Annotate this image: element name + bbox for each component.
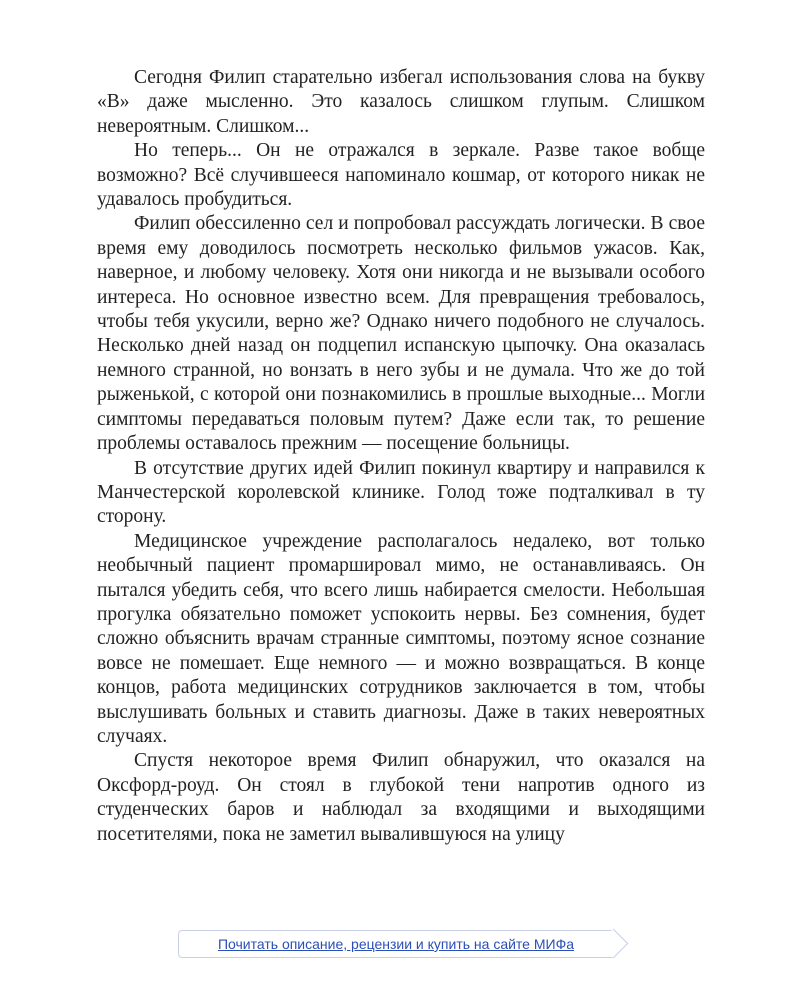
paragraph-5: Медицинское учреждение располагалось недалеко, вот только необычный пациент промаршировал мимо, не останавливаясь. Он пытался убедить себя, что всего лишь набирается смелости. Небольшая прогулка обязательно поможет успокоить нервы. Без сомнения, будет сложно объяснить врачам странные симптомы, поэтому ясное сознание вовсе не помешает. Еще немного — и можно возвращаться. В конце концов, работа медицинских сотрудников заключается в том, чтобы выслушивать больных и ставить диагнозы. Даже в таких невероятных случаях. [97, 530, 705, 747]
paragraph-6: Спустя некоторое время Филип обнаружил, что оказался на Оксфорд-роуд. Он стоял в глубокой тени напротив одного из студенческих баров и наблюдал за входящими и выходящими посетителями, пока не заметил вывалившуюся на улицу [97, 750, 705, 845]
paragraph-4: В отсутствие других идей Филип покинул квартиру и направился к Манчестерской королевской клинике. Голод тоже подталкивал в ту сторону. [97, 457, 705, 528]
buy-book-link[interactable]: Почитать описание, рецензии и купить на сайте МИФа [217, 936, 575, 952]
paragraph-3: Филип обессиленно сел и попробовал рассуждать логически. В свое время ему доводилось посмотреть несколько фильмов ужасов. Как, наверное, и любому человеку. Хотя они никогда и не вызывали особого интереса. Но основное известно всем. Для превращения требовалось, чтобы тебя укусили, верно же? Однако ничего подобного не случалось. Несколько дней назад он подцепил испанскую цыпочку. Она оказалась немного странной, но вонзать в него зубы и не думала. Что же до той рыженькой, с которой они познакомились в прошлые выходные... Могли симптомы передаваться половым путем? Даже если так, то решение проблемы оставалось прежним — посещение больницы. [97, 213, 705, 455]
paragraph-1: Сегодня Филип старательно избегал использования слова на букву «В» даже мысленно. Это казалось слишком глупым. Слишком невероятным. Слишком... [97, 67, 705, 137]
paragraph-2: Но теперь... Он не отражался в зеркале. Разве такое вобще возможно? Всё случившееся напоминало кошмар, от которого никак не удавалось пробудиться. [97, 140, 705, 211]
book-page-text [97, 66, 705, 847]
buy-banner[interactable] [178, 930, 614, 958]
